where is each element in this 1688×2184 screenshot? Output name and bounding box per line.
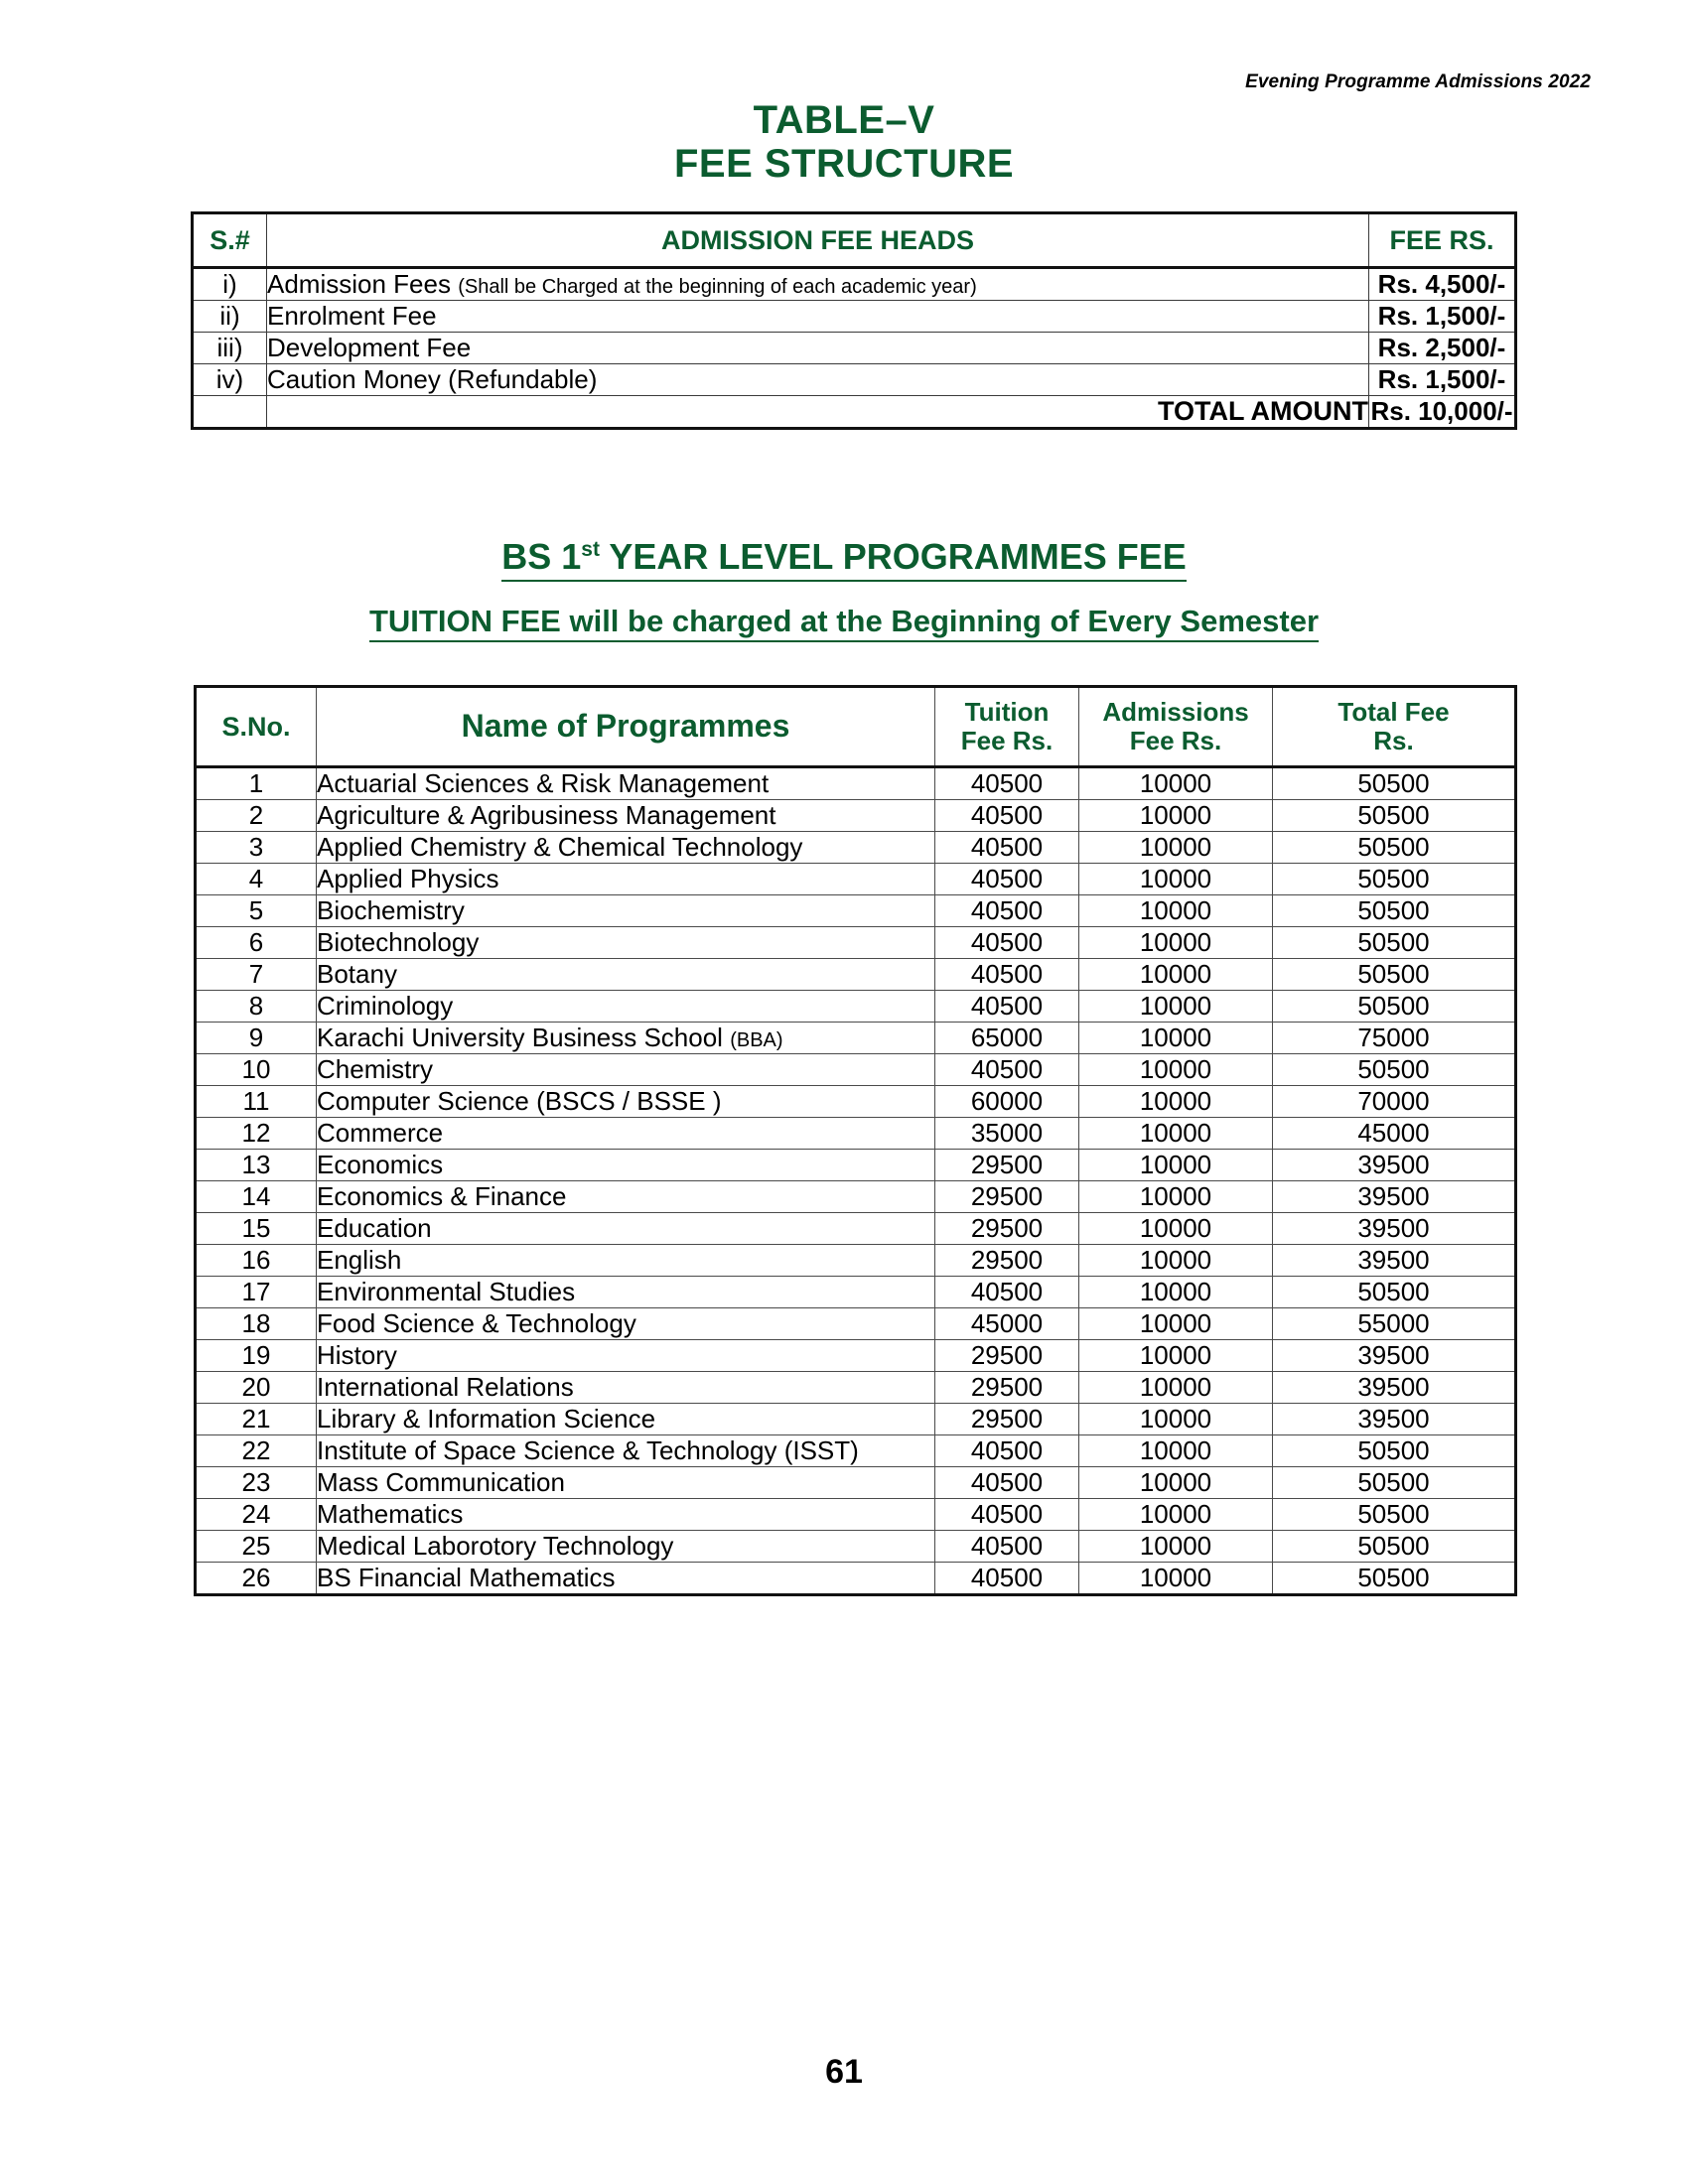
- programme-tuition-fee: 40500: [935, 1277, 1079, 1308]
- programme-name: [317, 1563, 935, 1595]
- programme-tuition-fee: 40500: [935, 1467, 1079, 1499]
- fee-row-amount: Rs. 1,500/-: [1369, 301, 1516, 333]
- page-title: [0, 99, 1688, 187]
- programme-name: [317, 1277, 935, 1308]
- programme-tuition-fee: 29500: [935, 1404, 1079, 1435]
- table-row: [196, 1340, 1516, 1372]
- programme-name: [317, 1150, 935, 1181]
- fee-structure-table: [191, 211, 1517, 430]
- table-row: [196, 1404, 1516, 1435]
- table-row: [196, 1181, 1516, 1213]
- programme-name: [317, 1086, 935, 1118]
- programme-name: [317, 1245, 935, 1277]
- programme-name-text: Medical Laborotory Technology: [317, 1531, 674, 1562]
- programme-admissions-fee: 10000: [1079, 1181, 1273, 1213]
- programme-admissions-fee: 10000: [1079, 1563, 1273, 1595]
- programme-tuition-fee: 40500: [935, 767, 1079, 800]
- programme-total-fee: 75000: [1273, 1023, 1516, 1054]
- programme-sno: 20: [196, 1372, 317, 1404]
- programme-sno: 26: [196, 1563, 317, 1595]
- total-amount-value: Rs. 10,000/-: [1369, 396, 1516, 429]
- programme-name-text: Biochemistry: [317, 895, 465, 926]
- column-header-total-fee-line2: Rs.: [1373, 726, 1414, 755]
- programme-sno: 18: [196, 1308, 317, 1340]
- programme-sno: 25: [196, 1531, 317, 1563]
- programme-admissions-fee: 10000: [1079, 1372, 1273, 1404]
- programme-name-text: Computer Science (BSCS / BSSE ): [317, 1086, 722, 1117]
- programme-admissions-fee: 10000: [1079, 1245, 1273, 1277]
- programme-admissions-fee: 10000: [1079, 927, 1273, 959]
- programmes-fee-heading-pre: BS 1: [501, 536, 582, 577]
- programme-name: [317, 864, 935, 895]
- programme-total-fee: 50500: [1273, 895, 1516, 927]
- table-row: [196, 1118, 1516, 1150]
- programme-admissions-fee: 10000: [1079, 864, 1273, 895]
- programme-name-text: Karachi University Business School: [317, 1023, 723, 1053]
- programme-total-fee: 50500: [1273, 767, 1516, 800]
- total-amount-label: TOTAL AMOUNT: [267, 396, 1369, 429]
- title-line-2: FEE STRUCTURE: [673, 142, 1015, 187]
- programme-name-suffix: (BBA): [730, 1029, 783, 1052]
- fee-row-head-main: Caution Money (Refundable): [267, 364, 598, 394]
- programme-name-text: Actuarial Sciences & Risk Management: [317, 768, 770, 799]
- programme-admissions-fee: 10000: [1079, 991, 1273, 1023]
- programme-name-text: Criminology: [317, 991, 454, 1022]
- programme-sno: 4: [196, 864, 317, 895]
- programme-tuition-fee: 40500: [935, 800, 1079, 832]
- programme-name: [317, 1213, 935, 1245]
- programme-name-text: Mathematics: [317, 1499, 464, 1530]
- programme-total-fee: 50500: [1273, 959, 1516, 991]
- programme-name: [317, 1372, 935, 1404]
- programme-name-text: Applied Chemistry & Chemical Technology: [317, 832, 803, 863]
- programme-total-fee: 39500: [1273, 1213, 1516, 1245]
- column-header-admissions-fee-line1: Admissions: [1102, 696, 1249, 727]
- programme-name: [317, 1054, 935, 1086]
- programme-sno: 19: [196, 1340, 317, 1372]
- programme-total-fee: 39500: [1273, 1372, 1516, 1404]
- programme-admissions-fee: 10000: [1079, 1118, 1273, 1150]
- programme-sno: 1: [196, 767, 317, 800]
- fee-row-sno: iii): [193, 333, 267, 364]
- programme-total-fee: 39500: [1273, 1245, 1516, 1277]
- column-header-tuition-fee-line2: Fee Rs.: [960, 726, 1054, 755]
- programme-tuition-fee: 40500: [935, 1531, 1079, 1563]
- table-row: [196, 927, 1516, 959]
- table-row: [193, 364, 1516, 396]
- column-header-fee-rs: FEE RS.: [1369, 213, 1516, 268]
- column-header-admissions-fee-line2: Fee Rs.: [1129, 726, 1222, 755]
- programme-name-text: Economics & Finance: [317, 1181, 567, 1212]
- programme-sno: 10: [196, 1054, 317, 1086]
- programme-name-text: Mass Communication: [317, 1467, 565, 1498]
- table-row: [196, 1372, 1516, 1404]
- fee-row-head: [267, 268, 1369, 301]
- programme-sno: 3: [196, 832, 317, 864]
- tuition-note-heading: [0, 604, 1688, 639]
- table-row: [196, 1213, 1516, 1245]
- programme-name: [317, 800, 935, 832]
- table-row: [196, 800, 1516, 832]
- programme-tuition-fee: 40500: [935, 927, 1079, 959]
- programme-name-text: Biotechnology: [317, 927, 480, 958]
- programme-total-fee: 39500: [1273, 1181, 1516, 1213]
- programme-name: [317, 1118, 935, 1150]
- programme-total-fee: 70000: [1273, 1086, 1516, 1118]
- table-row: [196, 1023, 1516, 1054]
- table-row: [196, 1435, 1516, 1467]
- programme-name: [317, 832, 935, 864]
- fee-row-head: [267, 301, 1369, 333]
- fee-row-head: [267, 364, 1369, 396]
- programme-name: [317, 1467, 935, 1499]
- programme-tuition-fee: 40500: [935, 895, 1079, 927]
- programme-total-fee: 50500: [1273, 832, 1516, 864]
- programme-tuition-fee: 29500: [935, 1340, 1079, 1372]
- programme-sno: 16: [196, 1245, 317, 1277]
- column-header-programme-name: [317, 687, 935, 767]
- programme-tuition-fee: 40500: [935, 959, 1079, 991]
- column-header-fee-heads: ADMISSION FEE HEADS: [267, 213, 1369, 268]
- table-row: [196, 1150, 1516, 1181]
- programme-total-fee: 39500: [1273, 1340, 1516, 1372]
- ordinal-suffix: st: [581, 538, 600, 561]
- programme-sno: 7: [196, 959, 317, 991]
- programme-tuition-fee: 40500: [935, 991, 1079, 1023]
- running-header: Evening Programme Admissions 2022: [1245, 71, 1591, 92]
- fee-row-sno: iv): [193, 364, 267, 396]
- programme-total-fee: 50500: [1273, 991, 1516, 1023]
- programme-name: [317, 1531, 935, 1563]
- programme-name-text: Commerce: [317, 1118, 444, 1149]
- table-row: [196, 959, 1516, 991]
- programme-sno: 17: [196, 1277, 317, 1308]
- programme-name-text: Food Science & Technology: [317, 1308, 636, 1339]
- programme-name-text: Institute of Space Science & Technology (ISST): [317, 1435, 859, 1466]
- programme-name: [317, 1181, 935, 1213]
- table-row: [193, 333, 1516, 364]
- programme-admissions-fee: 10000: [1079, 1086, 1273, 1118]
- column-header-sno: S.#: [193, 213, 267, 268]
- programme-name: [317, 895, 935, 927]
- programme-name-text: Botany: [317, 959, 397, 990]
- fee-row-head: [267, 333, 1369, 364]
- programme-sno: 24: [196, 1499, 317, 1531]
- table-row: [196, 1086, 1516, 1118]
- programme-sno: 9: [196, 1023, 317, 1054]
- programme-sno: 2: [196, 800, 317, 832]
- programme-sno: 23: [196, 1467, 317, 1499]
- page-number: 61: [825, 2053, 863, 2091]
- programme-name: [317, 1435, 935, 1467]
- programme-name: [317, 927, 935, 959]
- programme-admissions-fee: 10000: [1079, 1435, 1273, 1467]
- table-header-row: [196, 687, 1516, 767]
- table-row: [196, 1277, 1516, 1308]
- table-row: [196, 864, 1516, 895]
- programme-name: [317, 1499, 935, 1531]
- programmes-fee-heading: [0, 536, 1688, 578]
- programme-admissions-fee: 10000: [1079, 1404, 1273, 1435]
- programme-tuition-fee: 40500: [935, 832, 1079, 864]
- table-row: [196, 1054, 1516, 1086]
- programme-name: [317, 991, 935, 1023]
- column-header-sno: [196, 687, 317, 767]
- column-header-sno-line1: S.No.: [221, 711, 291, 742]
- table-row: [193, 301, 1516, 333]
- programme-total-fee: 50500: [1273, 1563, 1516, 1595]
- programme-admissions-fee: 10000: [1079, 1340, 1273, 1372]
- programme-total-fee: 50500: [1273, 927, 1516, 959]
- programme-admissions-fee: 10000: [1079, 1054, 1273, 1086]
- programme-tuition-fee: 65000: [935, 1023, 1079, 1054]
- table-row: [196, 895, 1516, 927]
- column-header-admissions-fee: [1079, 687, 1273, 767]
- programme-total-fee: 50500: [1273, 864, 1516, 895]
- fee-row-amount: Rs. 4,500/-: [1369, 268, 1516, 301]
- programme-admissions-fee: 10000: [1079, 1308, 1273, 1340]
- fee-row-amount: Rs. 1,500/-: [1369, 364, 1516, 396]
- programme-name-text: Library & Information Science: [317, 1404, 656, 1434]
- programme-admissions-fee: 10000: [1079, 1467, 1273, 1499]
- table-row: [196, 832, 1516, 864]
- programme-name-text: English: [317, 1245, 402, 1276]
- programme-admissions-fee: 10000: [1079, 800, 1273, 832]
- programme-name: [317, 1340, 935, 1372]
- programme-sno: 8: [196, 991, 317, 1023]
- programme-tuition-fee: 40500: [935, 1435, 1079, 1467]
- programme-name-text: Environmental Studies: [317, 1277, 576, 1307]
- programme-total-fee: 50500: [1273, 1435, 1516, 1467]
- fee-row-amount: Rs. 2,500/-: [1369, 333, 1516, 364]
- programme-total-fee: 55000: [1273, 1308, 1516, 1340]
- table-row: [193, 268, 1516, 301]
- programme-name-text: Agriculture & Agribusiness Management: [317, 800, 776, 831]
- programme-tuition-fee: 29500: [935, 1372, 1079, 1404]
- programme-total-fee: 50500: [1273, 1499, 1516, 1531]
- fee-row-head-main: Enrolment Fee: [267, 301, 437, 331]
- programme-name-text: International Relations: [317, 1372, 574, 1403]
- programme-name-text: Applied Physics: [317, 864, 499, 894]
- programme-total-fee: 45000: [1273, 1118, 1516, 1150]
- programme-tuition-fee: 29500: [935, 1213, 1079, 1245]
- programmes-fee-table: [194, 685, 1517, 1596]
- programme-tuition-fee: 40500: [935, 1563, 1079, 1595]
- programme-admissions-fee: 10000: [1079, 832, 1273, 864]
- programme-sno: 21: [196, 1404, 317, 1435]
- programme-name-text: Education: [317, 1213, 432, 1244]
- programme-name: [317, 1023, 935, 1054]
- programme-admissions-fee: 10000: [1079, 959, 1273, 991]
- programme-tuition-fee: 35000: [935, 1118, 1079, 1150]
- programme-admissions-fee: 10000: [1079, 767, 1273, 800]
- programme-sno: 5: [196, 895, 317, 927]
- table-total-row: [193, 396, 1516, 429]
- programme-tuition-fee: 29500: [935, 1150, 1079, 1181]
- column-header-total-fee-line1: Total Fee: [1337, 696, 1450, 727]
- table-row: [196, 1245, 1516, 1277]
- fee-row-head-main: Development Fee: [267, 333, 472, 362]
- programme-admissions-fee: 10000: [1079, 1531, 1273, 1563]
- programmes-fee-heading-post: YEAR LEVEL PROGRAMMES FEE: [599, 536, 1187, 577]
- tuition-note-text: TUITION FEE will be charged at the Beginning of Every Semester: [369, 604, 1319, 642]
- programme-tuition-fee: 40500: [935, 864, 1079, 895]
- programme-name: [317, 959, 935, 991]
- programme-name-text: Chemistry: [317, 1054, 434, 1085]
- fee-row-head-note: (Shall be Charged at the beginning of each academic year): [458, 276, 977, 298]
- programme-sno: 6: [196, 927, 317, 959]
- programme-total-fee: 39500: [1273, 1150, 1516, 1181]
- fee-row-sno: i): [193, 268, 267, 301]
- programme-name: [317, 1308, 935, 1340]
- programme-sno: 14: [196, 1181, 317, 1213]
- programme-tuition-fee: 29500: [935, 1245, 1079, 1277]
- table-header-row: [193, 213, 1516, 268]
- programme-total-fee: 50500: [1273, 800, 1516, 832]
- table-row: [196, 1563, 1516, 1595]
- table-row: [196, 991, 1516, 1023]
- programme-tuition-fee: 60000: [935, 1086, 1079, 1118]
- table-row: [196, 1499, 1516, 1531]
- programme-admissions-fee: 10000: [1079, 1150, 1273, 1181]
- programme-tuition-fee: 45000: [935, 1308, 1079, 1340]
- programme-name: [317, 1404, 935, 1435]
- programme-total-fee: 39500: [1273, 1404, 1516, 1435]
- programme-sno: 15: [196, 1213, 317, 1245]
- fee-row-head-main: Admission Fees: [267, 269, 451, 299]
- programme-sno: 12: [196, 1118, 317, 1150]
- programme-name-text: BS Financial Mathematics: [317, 1563, 616, 1593]
- programme-tuition-fee: 40500: [935, 1054, 1079, 1086]
- programme-total-fee: 50500: [1273, 1277, 1516, 1308]
- total-row-spacer: [193, 396, 267, 429]
- programme-admissions-fee: 10000: [1079, 1023, 1273, 1054]
- programme-name: [317, 767, 935, 800]
- programme-sno: 11: [196, 1086, 317, 1118]
- programme-sno: 13: [196, 1150, 317, 1181]
- programme-admissions-fee: 10000: [1079, 1499, 1273, 1531]
- programme-total-fee: 50500: [1273, 1531, 1516, 1563]
- programme-sno: 22: [196, 1435, 317, 1467]
- title-line-1: TABLE–V: [753, 98, 935, 142]
- table-row: [196, 1467, 1516, 1499]
- programme-tuition-fee: 29500: [935, 1181, 1079, 1213]
- column-header-programme-name-line1: Name of Programmes: [461, 708, 790, 745]
- table-row: [196, 1531, 1516, 1563]
- programme-total-fee: 50500: [1273, 1467, 1516, 1499]
- programme-total-fee: 50500: [1273, 1054, 1516, 1086]
- programme-name-text: History: [317, 1340, 397, 1371]
- programme-admissions-fee: 10000: [1079, 1277, 1273, 1308]
- table-row: [196, 767, 1516, 800]
- column-header-tuition-fee: [935, 687, 1079, 767]
- programme-admissions-fee: 10000: [1079, 895, 1273, 927]
- fee-row-sno: ii): [193, 301, 267, 333]
- programme-tuition-fee: 40500: [935, 1499, 1079, 1531]
- programme-admissions-fee: 10000: [1079, 1213, 1273, 1245]
- table-row: [196, 1308, 1516, 1340]
- programme-name-text: Economics: [317, 1150, 444, 1180]
- column-header-tuition-fee-line1: Tuition: [964, 696, 1050, 727]
- column-header-total-fee: [1273, 687, 1516, 767]
